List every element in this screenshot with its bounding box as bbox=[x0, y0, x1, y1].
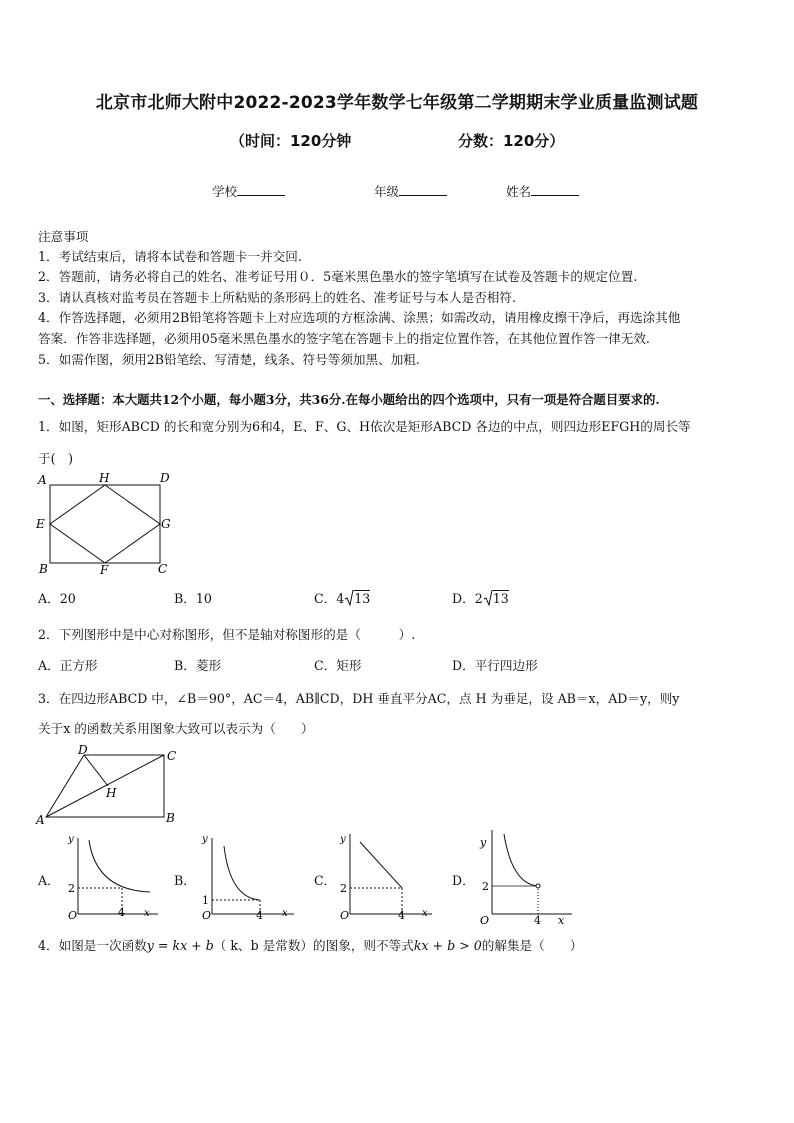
label-c: C bbox=[158, 562, 168, 576]
q4-mid: （ k、b 是常数）的图象，则不等式 bbox=[213, 938, 414, 953]
quadrilateral-efgh bbox=[50, 485, 160, 563]
sqrt-symbol-icon bbox=[483, 590, 493, 606]
q1-option-c-radicand: 13 bbox=[354, 591, 371, 606]
x-tick: 4 bbox=[118, 906, 125, 919]
q3-option-d: D． bbox=[452, 873, 475, 888]
name-label: 姓名 bbox=[506, 184, 532, 199]
label-f: F bbox=[100, 563, 109, 577]
q2-option-a: A．正方形 bbox=[38, 658, 98, 673]
label-c: C bbox=[167, 749, 177, 763]
y-tick: 2 bbox=[340, 882, 347, 895]
q3-option-a: A． bbox=[38, 873, 60, 888]
q1-option-c bbox=[314, 588, 370, 607]
notice-item: 5．如需作图，须用2B铅笔绘、写清楚，线条、符号等须加黑、加粗. bbox=[38, 352, 420, 367]
curve bbox=[504, 834, 538, 886]
axis-x-label: x bbox=[422, 908, 428, 919]
q3-text-cont: 关于x 的函数关系用图象大致可以表示为（ ） bbox=[38, 721, 314, 736]
q2-option-d: D．平行四边形 bbox=[452, 658, 538, 673]
grade-field bbox=[374, 182, 447, 200]
y-tick: 1 bbox=[202, 894, 209, 907]
origin-label: O bbox=[480, 914, 490, 926]
q1-text-cont: 于( ) bbox=[38, 451, 74, 466]
q1-option-d-coef: D．2 bbox=[452, 591, 483, 606]
q1-text: 1．如图，矩形ABCD 的长和宽分别为6和4，E、F、G、H依次是矩形ABCD 各边的中点，则四边形EFGH的周长等 bbox=[38, 419, 691, 434]
q4-prefix: 4．如图是一次函数 bbox=[38, 938, 147, 953]
y-tick: 2 bbox=[482, 880, 489, 893]
q3-option-b: B． bbox=[174, 873, 196, 888]
segment-dh bbox=[84, 755, 108, 786]
rectangle-figure bbox=[30, 470, 180, 580]
q4-inequality: kx + b > 0 bbox=[413, 938, 482, 953]
axis-y-label: y bbox=[480, 836, 487, 849]
q4-formula: y = kx + b bbox=[146, 938, 214, 953]
origin-label: O bbox=[340, 909, 350, 920]
q1-option-b: B．10 bbox=[174, 591, 212, 606]
x-tick: 4 bbox=[256, 909, 263, 920]
open-endpoint bbox=[536, 884, 540, 888]
grade-underline bbox=[399, 183, 447, 196]
rectangle-abcd bbox=[50, 485, 160, 563]
grade-label: 年级 bbox=[374, 184, 400, 199]
school-label: 学校 bbox=[212, 184, 238, 199]
q1-option-d bbox=[452, 588, 509, 607]
axis-y-label: y bbox=[340, 834, 346, 845]
diagonal-ac bbox=[46, 755, 164, 817]
exam-time: （时间：120分钟 bbox=[230, 132, 352, 150]
line-segment bbox=[360, 842, 402, 888]
label-h: H bbox=[99, 471, 110, 485]
notice-item: 1．考试结束后，请将本试卷和答题卡一并交回. bbox=[38, 249, 302, 264]
origin-label: O bbox=[202, 909, 212, 920]
curve bbox=[224, 846, 260, 900]
label-g: G bbox=[161, 517, 171, 531]
q1-option-c-coef: C．4 bbox=[314, 591, 345, 606]
q3-option-c: C． bbox=[314, 873, 337, 888]
q4-text bbox=[38, 935, 583, 954]
graph-a bbox=[62, 830, 162, 920]
q2-option-c: C．矩形 bbox=[314, 658, 362, 673]
label-d: D bbox=[78, 743, 88, 757]
label-h: H bbox=[106, 786, 117, 800]
sqrt-symbol-icon bbox=[344, 590, 354, 606]
axis-x-label: x bbox=[282, 908, 288, 919]
y-tick: 2 bbox=[68, 882, 75, 895]
label-b: B bbox=[39, 562, 48, 576]
x-tick: 4 bbox=[534, 914, 541, 926]
label-b: B bbox=[166, 811, 175, 825]
graph-b bbox=[198, 830, 298, 920]
graph-d bbox=[476, 826, 576, 926]
axis-x-label: x bbox=[144, 908, 150, 919]
q2-text: 2．下列图形中是中心对称图形，但不是轴对称图形的是（ ）. bbox=[38, 627, 416, 642]
name-underline bbox=[531, 183, 579, 196]
q3-text: 3．在四边形ABCD 中，∠B＝90°，AC＝4，AB∥CD，DH 垂直平分AC，点 H 为垂足，设 AB＝x，AD＝y，则y bbox=[38, 691, 680, 706]
axis-y-label: y bbox=[202, 834, 208, 845]
notice-item: 2．答题前，请务必将自己的姓名、准考证号用０．5毫米黑色墨水的签字笔填写在试卷及答题卡的规定位置. bbox=[38, 269, 638, 284]
graph-c bbox=[336, 830, 436, 920]
exam-title: 北京市北师大附中2022-2023学年数学七年级第二学期期末学业质量监测试题 bbox=[95, 93, 699, 113]
notice-heading: 注意事项 bbox=[38, 229, 89, 244]
name-field bbox=[506, 182, 579, 200]
notice-item: 3．请认真核对监考员在答题卡上所粘贴的条形码上的姓名、准考证号与本人是否相符. bbox=[38, 290, 516, 305]
label-e: E bbox=[36, 517, 45, 531]
label-d: D bbox=[160, 471, 170, 485]
section-heading: 一、选择题：本大题共12个小题，每小题3分，共36分.在每小题给出的四个选项中，只有一项是符合题目要求的. bbox=[38, 392, 660, 407]
notice-item: 4．作答选择题，必须用2B铅笔将答题卡上对应选项的方框涂满、涂黑；如需改动，请用橡皮擦干净后，再选涂其他 bbox=[38, 310, 681, 325]
label-a: A bbox=[38, 473, 47, 487]
school-field bbox=[212, 182, 285, 200]
axis-x-label: x bbox=[558, 914, 565, 926]
q1-option-d-radicand: 13 bbox=[492, 591, 509, 606]
x-tick: 4 bbox=[398, 909, 405, 920]
origin-label: O bbox=[68, 909, 78, 920]
label-a: A bbox=[36, 813, 45, 827]
curve bbox=[89, 840, 150, 892]
exam-score: 分数：120分） bbox=[458, 132, 565, 150]
q4-suffix: 的解集是（ ） bbox=[481, 938, 583, 953]
axis-y-label: y bbox=[68, 834, 74, 845]
school-underline bbox=[237, 183, 285, 196]
q1-option-a: A．20 bbox=[38, 591, 76, 606]
notice-item: 答案．作答非选择题，必须用05毫米黑色墨水的签字笔在答题卡上的指定位置作答，在其他位置作答一律无效. bbox=[38, 331, 650, 346]
q2-option-b: B．菱形 bbox=[174, 658, 222, 673]
trapezoid-figure bbox=[34, 740, 184, 830]
